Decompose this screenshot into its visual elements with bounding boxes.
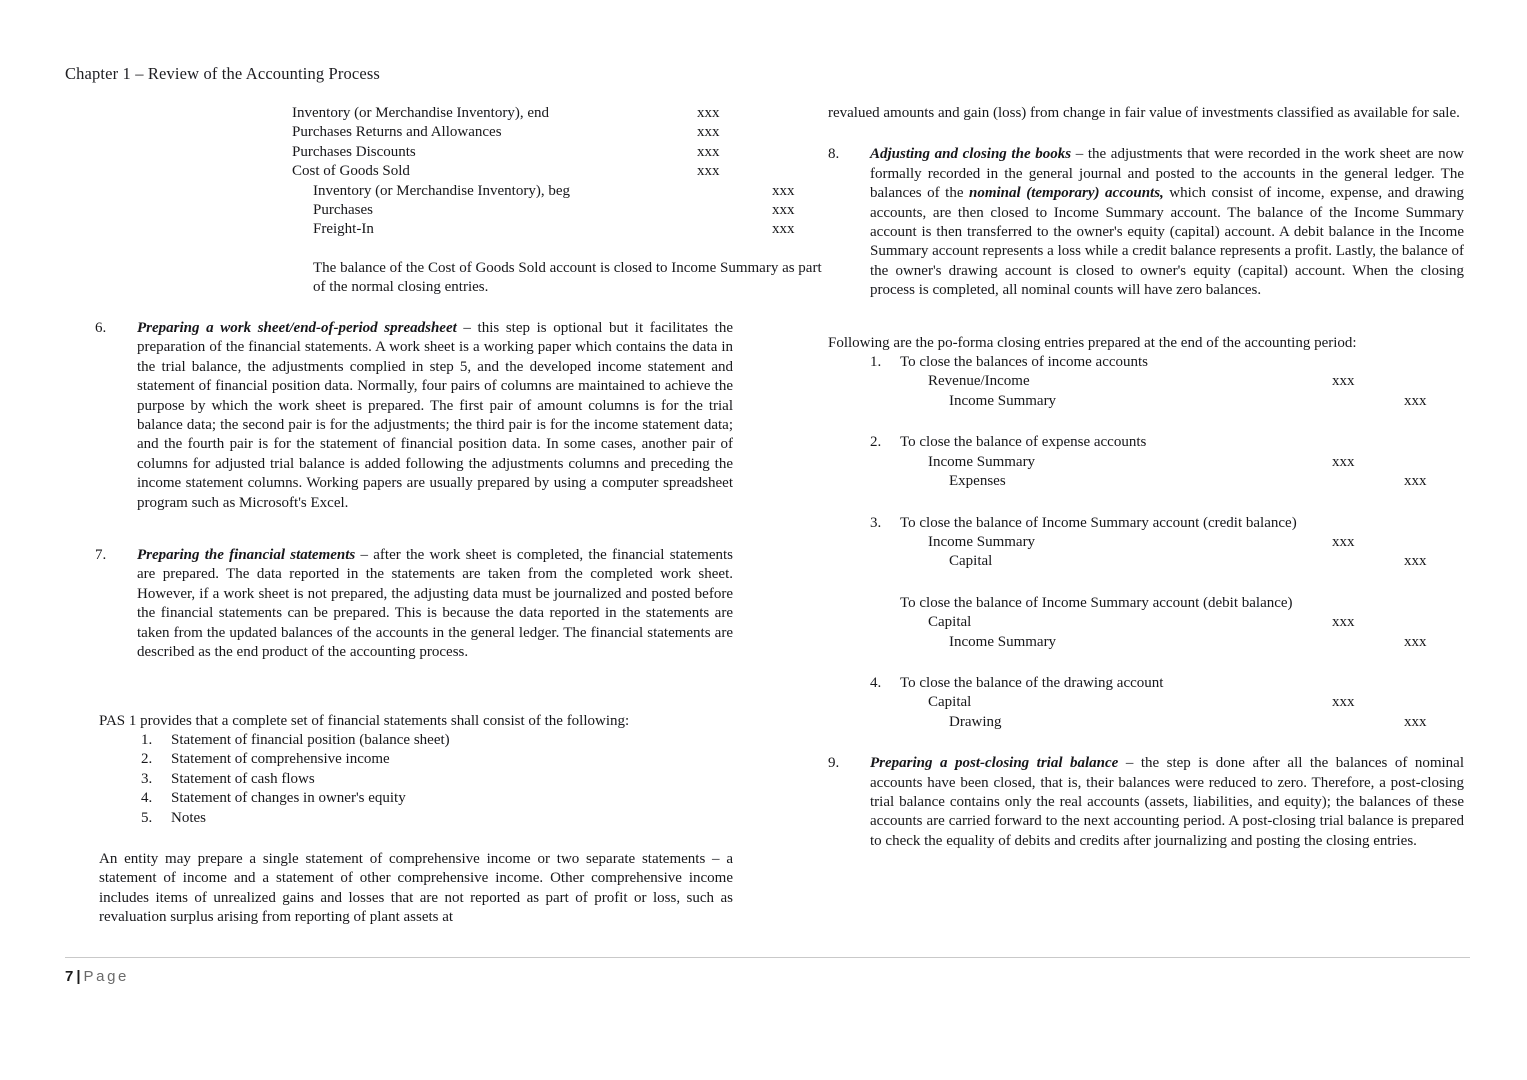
spacer [828, 492, 1464, 514]
list-item [99, 789, 733, 808]
pas1-intro: PAS 1 provides that a complete set of financial statements shall consist of the following: [99, 712, 630, 729]
list-item-number: 2. [870, 434, 882, 451]
table-row [928, 633, 1464, 652]
pas1-block [95, 712, 733, 828]
account-label: Expenses [949, 473, 1006, 490]
debit-amount: xxx [697, 163, 720, 180]
step-7-lead: Preparing the financial statements [137, 547, 356, 564]
closing-entry-title: To close the balance of Income Summary account (debit balance) [900, 594, 1293, 611]
debit-amount [697, 201, 772, 220]
step-8-inline-bold: nominal (temporary) accounts, [969, 185, 1164, 202]
pas1-list [99, 731, 733, 828]
credit-amount [772, 162, 832, 181]
step-9-lead: Preparing a post-closing trial balance [870, 755, 1119, 772]
closing-entry-table-wrap [900, 453, 1464, 492]
closing-entry-table [928, 613, 1464, 652]
table-row [292, 104, 832, 123]
debit-amount: xxx [1332, 694, 1355, 711]
debit-amount: xxx [697, 105, 720, 121]
table-row [292, 201, 832, 220]
debit-amount: xxx [1332, 614, 1355, 631]
closing-entry-title: To close the balances of income accounts [900, 354, 1149, 371]
step-6 [95, 319, 733, 513]
table-row [292, 123, 832, 142]
list-item [828, 674, 1464, 732]
spacer [95, 532, 733, 546]
table-row [928, 613, 1464, 632]
table-row [928, 552, 1464, 571]
closing-entry-title: To close the balance of Income Summary account (credit balance) [900, 514, 1297, 531]
debit-amount: xxx [697, 143, 720, 160]
step-8-body [870, 145, 1464, 300]
closing-entry-title: To close the balance of the drawing account [900, 674, 1164, 691]
step-6-body [137, 319, 733, 513]
list-item-number: 4. [870, 674, 882, 691]
credit-amount: xxx [1404, 633, 1427, 650]
cogs-entry-table [292, 104, 832, 240]
footer-page-label: Page [83, 968, 129, 985]
list-item-label: Statement of changes in owner's equity [171, 790, 406, 807]
debit-amount [1332, 472, 1404, 491]
list-item [99, 809, 733, 828]
closing-entry-table [928, 372, 1464, 411]
spacer [828, 123, 1464, 145]
table-row [928, 713, 1464, 732]
footer-page-number: 7 [65, 968, 74, 985]
debit-amount [1332, 713, 1404, 732]
account-label: Income Summary [949, 633, 1057, 650]
closing-entries-intro: Following are the po-forma closing entries prepared at the end of the accounting period: [828, 334, 1357, 351]
list-item-label: Notes [171, 809, 206, 826]
list-item-label: Statement of comprehensive income [171, 751, 390, 768]
list-item-number: 1. [870, 354, 882, 371]
table-row [928, 533, 1464, 552]
closing-entries-list-continued [828, 674, 1464, 732]
spacer [95, 682, 733, 712]
list-item-label: Statement of cash flows [171, 770, 315, 787]
spacer [828, 732, 1464, 754]
list-item-number: 4. [141, 790, 153, 807]
closing-entries-block [828, 334, 1464, 733]
cogs-entry-rows [292, 104, 832, 240]
credit-amount [1404, 613, 1464, 632]
table-row [928, 693, 1464, 712]
account-label: Capital [928, 694, 972, 711]
credit-amount: xxx [772, 221, 795, 238]
debit-amount: xxx [1332, 373, 1355, 390]
cogs-closing-note: The balance of the Cost of Goods Sold account is closed to Income Summary as part of the normal closing entries. [313, 259, 822, 296]
list-item-number: 3. [870, 514, 882, 531]
table-row [292, 143, 832, 162]
account-label: Income Summary [928, 533, 1036, 550]
page-footer [65, 968, 129, 985]
closing-entry-table-wrap [900, 613, 1464, 652]
closing-entry-table [928, 533, 1464, 572]
step-8-lead: Adjusting and closing the books [870, 146, 1072, 163]
spacer [828, 411, 1464, 433]
debit-amount: xxx [1332, 533, 1355, 550]
credit-amount [1404, 453, 1464, 472]
debit-amount [1332, 552, 1404, 571]
closing-entry-table-wrap [900, 372, 1464, 411]
account-label: Revenue/Income [928, 373, 1030, 390]
step-9-text: – the step is done after all the balances of nominal accounts have been closed, that is, their balances were reduced to zero. Therefore, a post-closing trial balance contains only the real accounts (assets, liabilities, and equity); the balances of these accounts are carried forward to the next accounting period. A post-closing trial balance is prepared to check the equality of debits and credits after journalizing and posting the closing entries. [870, 755, 1465, 849]
list-item [99, 770, 733, 789]
step-7 [95, 546, 733, 662]
debit-amount [1332, 633, 1404, 652]
step-6-text: – this step is optional but it facilitates the preparation of the financial statements. A work sheet is a working paper which contains the data in the trial balance, the adjustments complied in step 5, and the developed income statement and statement of financial position data. Normally, four pairs of columns are maintained to achieve the purpose by which the work sheet is prepared. The first pair of amount columns is for the trial balance data; the second pair is for the adjustments; the third pair is for the income statement data; and the fourth pair is for the statement of financial position data. In some cases, another pair of columns for adjusted trial balance is added following the adjustments columns and preceding the income statement columns. Working papers are usually prepared by using a computer spreadsheet program such as Microsoft's Excel. [137, 320, 733, 511]
account-label: Capital [949, 553, 993, 570]
debit-amount [697, 182, 772, 201]
table-row [928, 453, 1464, 472]
table-row [928, 372, 1464, 391]
account-label: Purchases Returns and Allowances [292, 124, 502, 141]
credit-amount: xxx [1404, 553, 1427, 570]
table-row [928, 392, 1464, 411]
step-7-number: 7. [95, 547, 107, 564]
debit-amount [697, 220, 772, 239]
step-9 [828, 754, 1464, 851]
list-item [99, 731, 733, 750]
step-6-number: 6. [95, 320, 107, 336]
closing-entries-list [828, 353, 1464, 572]
step-7-text: – after the work sheet is completed, the financial statements are prepared. The data reported in the statements are taken from the completed work sheet. However, if a work sheet is not prepared, the adjusting data must be journalized and posted before the financial statements can be prepared. This is because the data reported in the statements are taken from the updated balances of the accounts in the general ledger. The financial statements are described as the end product of the accounting process. [137, 547, 734, 661]
credit-amount [772, 104, 832, 123]
credit-amount [1404, 533, 1464, 552]
table-row [292, 162, 832, 181]
spacer [95, 828, 733, 850]
step-7-body [137, 546, 733, 662]
spacer [828, 320, 1464, 334]
closing-entry-table-wrap [900, 693, 1464, 732]
account-label: Income Summary [949, 392, 1057, 409]
spacer [828, 572, 1464, 594]
list-item-number: 1. [141, 731, 153, 748]
closing-entry-table [928, 453, 1464, 492]
list-item-number: 2. [141, 751, 153, 768]
account-label: Inventory (or Merchandise Inventory), beg [313, 182, 570, 199]
credit-amount: xxx [772, 182, 795, 199]
credit-amount [1404, 372, 1464, 391]
step-8-text-part2: which consist of income, expense, and drawing accounts, are then closed to Income Summary account. The balance of the Income Summary account is then transferred to the owner's equity (capital) account. A debit balance in the Income Summary account represents a loss while a credit balance represents a profit. Lastly, the balance of the owner's drawing account is closed to owner's equity (capital) account. When the closing process is completed, all nominal counts will have zero balances. [870, 185, 1464, 299]
table-row [928, 472, 1464, 491]
credit-amount [1404, 693, 1464, 712]
account-label: Purchases Discounts [292, 143, 416, 160]
account-label: Purchases [313, 202, 373, 219]
list-item-number: 5. [141, 809, 153, 826]
list-item [828, 353, 1464, 411]
step-8-text-part1: – the adjustments that were recorded in the work sheet are now formally recorded in the general journal and posted to the accounts in the general ledger. The balances of the [870, 146, 1464, 202]
spacer [828, 652, 1464, 674]
credit-amount: xxx [1404, 473, 1427, 490]
running-header: Chapter 1 – Review of the Accounting Process [65, 64, 380, 83]
account-label: Income Summary [928, 453, 1036, 470]
step-9-number: 9. [828, 755, 840, 772]
right-column-continuation-paragraph: revalued amounts and gain (loss) from change in fair value of investments classified as available for sale. [828, 105, 1460, 121]
account-label: Inventory (or Merchandise Inventory), end [292, 105, 549, 121]
list-item [828, 514, 1464, 572]
closing-entry-unnumbered [828, 594, 1464, 652]
left-column [95, 104, 822, 928]
closing-entry-table-wrap [900, 533, 1464, 572]
credit-amount [772, 143, 832, 162]
debit-amount: xxx [697, 124, 720, 141]
closing-entry-title: To close the balance of expense accounts [900, 434, 1147, 451]
footer-divider [65, 957, 1470, 958]
step-8-number: 8. [828, 146, 840, 163]
left-column-continuation-paragraph: An entity may prepare a single statement of comprehensive income or two separate statements – a statement of income and a statement of other comprehensive income. Other comprehensive income includes items of unrealized gains and losses that are not reported as part of profit or loss, such as revaluation surplus arising from reporting of plant assets at [99, 850, 733, 926]
credit-amount [772, 123, 832, 142]
table-row [292, 182, 832, 201]
account-label: Drawing [949, 713, 1002, 730]
step-6-lead: Preparing a work sheet/end-of-period spreadsheet [137, 320, 457, 336]
credit-amount: xxx [772, 202, 795, 219]
credit-amount: xxx [1404, 392, 1427, 409]
list-item [828, 433, 1464, 491]
cogs-account-block [292, 104, 832, 298]
account-label: Cost of Goods Sold [292, 163, 410, 180]
list-item-number: 3. [141, 770, 153, 787]
list-item-label: Statement of financial position (balance sheet) [171, 731, 450, 748]
account-label: Freight-In [313, 221, 374, 238]
list-item [99, 750, 733, 769]
step-8 [828, 145, 1464, 300]
footer-separator: | [76, 968, 81, 985]
closing-entry-table [928, 693, 1464, 732]
table-row [292, 220, 832, 239]
account-label: Capital [928, 614, 972, 631]
credit-amount: xxx [1404, 713, 1427, 730]
debit-amount: xxx [1332, 453, 1355, 470]
step-9-body [870, 754, 1464, 851]
right-column [828, 104, 1464, 870]
debit-amount [1332, 392, 1404, 411]
